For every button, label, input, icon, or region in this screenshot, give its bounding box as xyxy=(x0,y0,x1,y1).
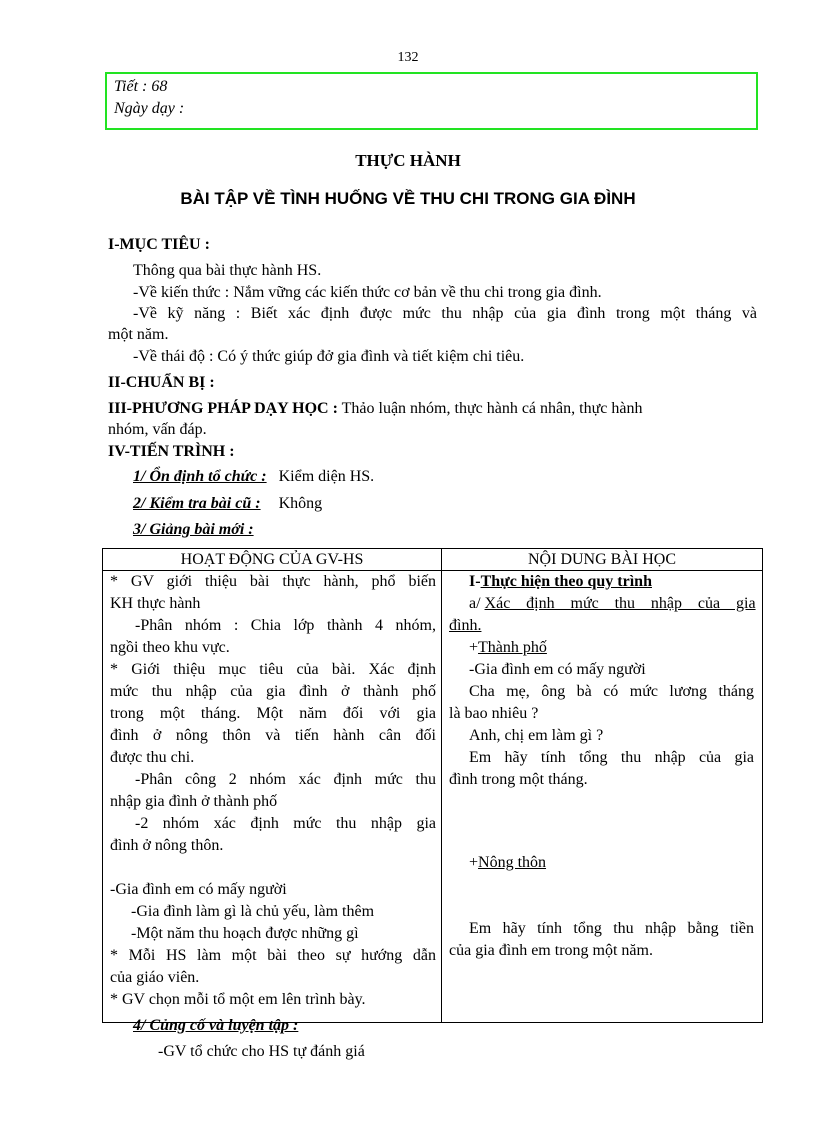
content-rural-heading: +Nông thôn xyxy=(469,854,547,871)
content-sub-a-line1: a/ Xác định mức thu nhập của gia xyxy=(469,595,756,612)
step-4-label: 4/ Củng cố và luyện tập : xyxy=(133,1017,299,1034)
lesson-table xyxy=(102,548,763,1023)
activity-line: -Phân công 2 nhóm xác định mức thu xyxy=(135,771,436,788)
activity-line: nhập gia đình ở thành phố xyxy=(110,793,278,810)
content-question: của gia đình em trong một năm. xyxy=(449,942,653,959)
section-preparation-heading: II-CHUẨN BỊ : xyxy=(108,374,215,391)
section-methods-line1 xyxy=(108,400,758,418)
objective-skill-line1: -Về kỹ năng : Biết xác định được mức thu nhập của gia đình trong một tháng và xyxy=(133,305,757,322)
section-objectives-heading: I-MỤC TIÊU : xyxy=(108,236,210,253)
activity-line: -Gia đình em có mấy người xyxy=(110,881,287,898)
activity-line: -Phân nhóm : Chia lớp thành 4 nhóm, xyxy=(135,617,436,634)
content-city-heading: +Thành phố xyxy=(469,639,547,656)
activity-line: * Giới thiệu mục tiêu của bài. Xác định xyxy=(110,661,436,678)
page-number: 132 xyxy=(397,50,419,65)
teaching-date: Ngày dạy : xyxy=(114,100,185,117)
activity-line: -2 nhóm xác định mức thu nhập gia xyxy=(135,815,436,832)
section-process-heading: IV-TIẾN TRÌNH : xyxy=(108,443,235,460)
content-question: -Gia đình em có mấy người xyxy=(469,661,646,678)
step-3 xyxy=(133,521,254,539)
activity-line: KH thực hành xyxy=(110,595,201,612)
activity-line: * Mỗi HS làm một bài theo sự hướng dẫn xyxy=(110,947,436,964)
activity-line: mức thu nhập của gia đình ở thành phố xyxy=(110,683,436,700)
table-header-content: NỘI DUNG BÀI HỌC xyxy=(442,549,763,571)
lesson-number: Tiết : 68 xyxy=(114,78,168,95)
step-4 xyxy=(133,1017,298,1035)
content-question: đình trong một tháng. xyxy=(449,771,588,788)
objective-skill-line2: một năm. xyxy=(108,326,169,343)
activity-line: đình ở nông thôn và tiến hành cân đối xyxy=(110,727,436,744)
step-3-label: 3/ Giảng bài mới : xyxy=(133,521,254,538)
step-1-text: Kiểm diện HS. xyxy=(278,468,375,485)
lesson-header-box xyxy=(105,72,758,130)
objective-attitude: -Về thái độ : Có ý thức giúp đở gia đình và tiết kiệm chi tiêu. xyxy=(133,348,525,365)
activity-line: trong một tháng. Một năm đối với gia xyxy=(110,705,436,722)
step-2-label: 2/ Kiểm tra bài cũ : xyxy=(133,495,261,512)
activity-line: -Gia đình làm gì là chủ yếu, làm thêm xyxy=(131,903,375,920)
section-methods-heading: III-PHƯƠNG PHÁP DẠY HỌC : xyxy=(108,400,338,417)
activity-line: được thu chi. xyxy=(110,749,195,766)
section-methods-text: Thảo luận nhóm, thực hành cá nhân, thực hành xyxy=(337,400,643,417)
content-question: Em hãy tính tổng thu nhập bằng tiền xyxy=(469,920,754,937)
content-question: là bao nhiêu ? xyxy=(449,705,539,722)
activity-line: * GV giới thiệu bài thực hành, phổ biến xyxy=(110,573,436,590)
activities-cell xyxy=(103,571,442,1023)
activity-line: * GV chọn mỗi tổ một em lên trình bày. xyxy=(110,991,366,1008)
step-2-text: Không xyxy=(278,495,323,512)
consolidation-text: -GV tổ chức cho HS tự đánh giá xyxy=(158,1043,365,1060)
content-question: Anh, chị em làm gì ? xyxy=(469,727,604,744)
content-section-title: I-Thực hiện theo quy trình xyxy=(469,573,652,590)
activity-line: đình ở nông thôn. xyxy=(110,837,224,854)
page-title: THỰC HÀNH xyxy=(355,151,461,170)
objectives-intro: Thông qua bài thực hành HS. xyxy=(133,262,322,279)
activity-line: ngồi theo khu vực. xyxy=(110,639,230,656)
content-sub-a-line2: đình. xyxy=(449,617,482,634)
activity-line: của giáo viên. xyxy=(110,969,200,986)
step-1 xyxy=(133,468,374,486)
step-1-label: 1/ Ổn định tổ chức : xyxy=(133,468,267,485)
table-header-activities: HOẠT ĐỘNG CỦA GV-HS xyxy=(103,549,442,571)
content-cell xyxy=(442,571,763,1023)
content-question: Cha mẹ, ông bà có mức lương tháng xyxy=(469,683,754,700)
content-question: Em hãy tính tổng thu nhập của gia xyxy=(469,749,754,766)
step-2 xyxy=(133,495,322,513)
page-subtitle: BÀI TẬP VỀ TÌNH HUỐNG VỀ THU CHI TRONG GIA ĐÌNH xyxy=(180,189,636,208)
activity-line: -Một năm thu hoạch được những gì xyxy=(131,925,359,942)
section-methods-line2: nhóm, vấn đáp. xyxy=(108,421,207,438)
objective-knowledge: -Về kiến thức : Nắm vững các kiến thức cơ bản về thu chi trong gia đình. xyxy=(133,284,602,301)
